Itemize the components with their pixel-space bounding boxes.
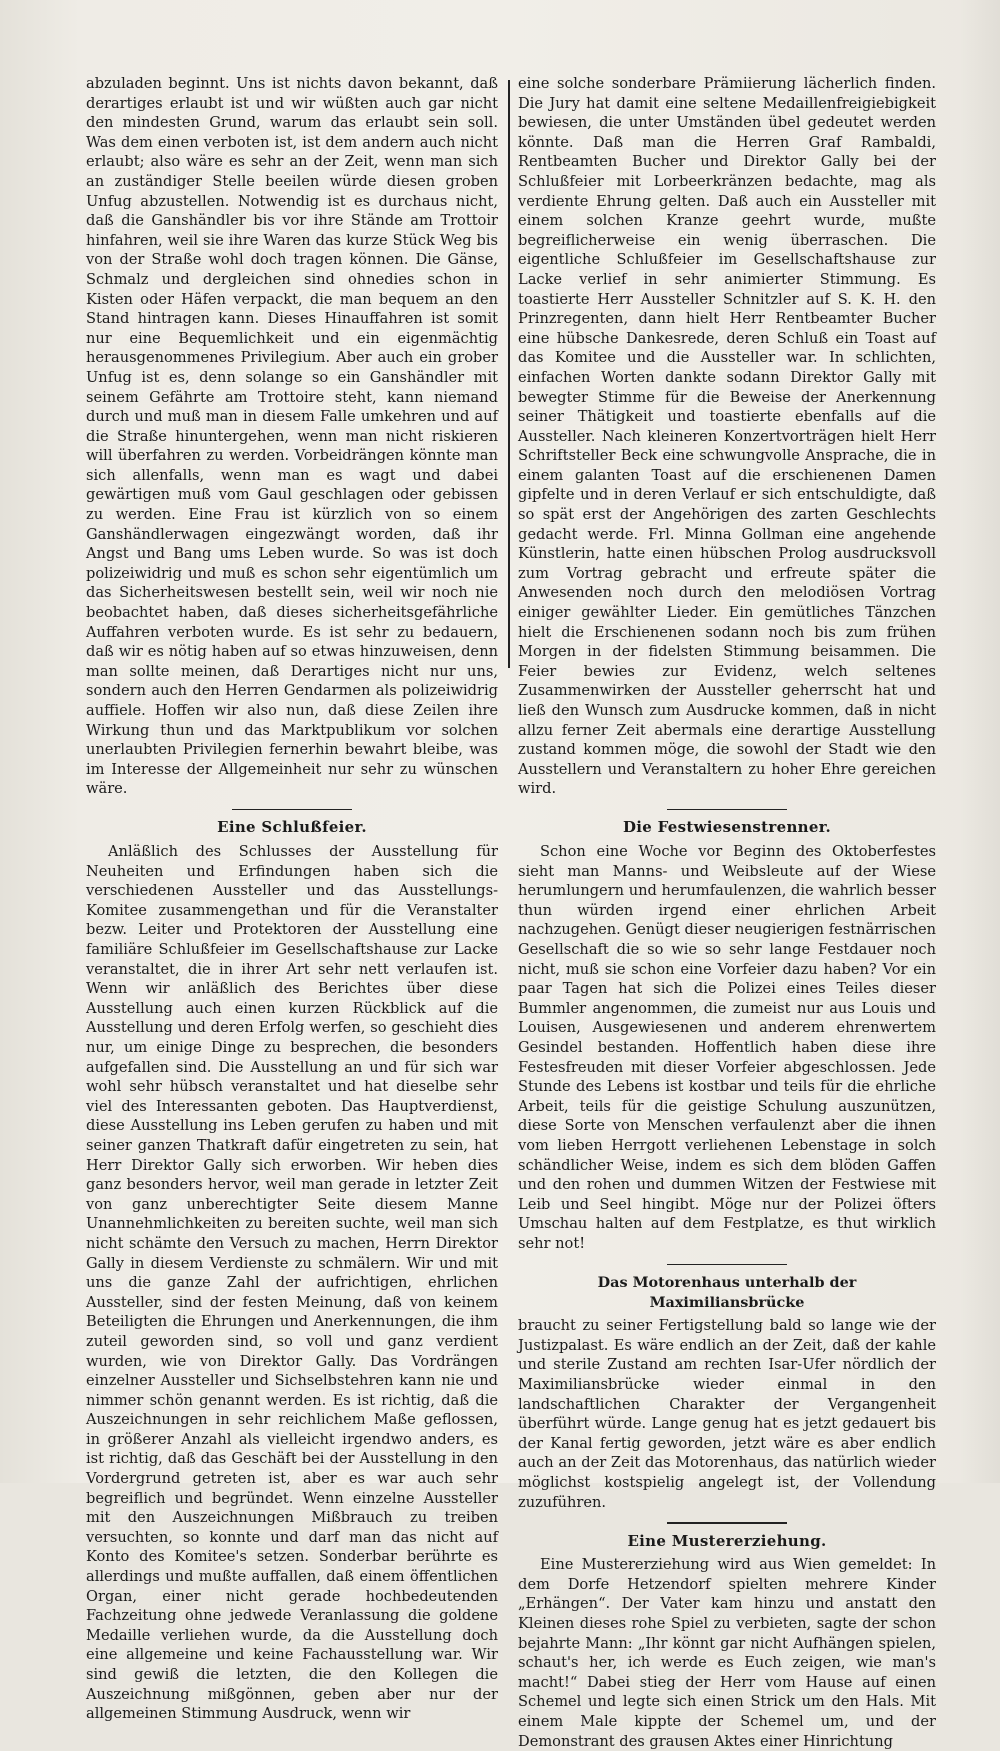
title-divider (667, 1522, 787, 1524)
article-title-festwiesenstrenner: Die Festwiesenstrenner. (622, 818, 832, 837)
article-festwiesenstrenner-text: Schon eine Woche vor Beginn des Oktoberfestes sieht man Manns- und Weibsleute auf der Wiese herumlungern und herumfaulenzen, die wahrlich besser thun würden irgend einer ehrlichen Arbeit nachzugehen. Genügt dieser neugierigen festnärrischen Gesellschaft die so wie so sehr lange Festdauer noch nicht, muß sie schon eine Vorfeier dazu haben? Vor ein paar Tagen hat sich die Polizei eines Teiles dieser Bummler angenommen, die zumeist nur aus Louis und Louisen, Ausgewiesenen und anderem ehrenwertem Gesindel bestanden. Hoffentlich haben diese ihre Festesfreuden mit dieser Vorfeier abgeschlossen. Jede Stunde des Lebens ist kostbar und teils für die ehrliche Arbeit, teils für die geistige Schulung auszunützen, diese Sorte von Menschen verfaulenzt aber die ihnen vom lieben Herrgott verliehenen Lebenstage in solch schändlicher Weise, indem es sich dem blöden Gaffen und den rohen und dummen Witzen der Festwiese mit Leib und Seel hingibt. Möge nur der Polizei öfters Umschau halten auf dem Festplatze, es thut wirklich sehr not! (518, 843, 936, 1252)
article-schlussfeier-text: Anläßlich des Schlusses der Ausstellung für Neuheiten und Erfindungen haben sich die verschiedenen Aussteller und das Ausstellungs-Komitee zusammengethan und für die Veranstalter bezw. Leiter und Protektoren der Ausstellung eine familiäre Schlußfeier im Gesellschaftshause zur Lacke veranstaltet, die in ihrer Art sehr nett verlaufen ist. Wenn wir anläßlich des Berichtes über diese Ausstellung auch einen kurzen Rückblick auf die Ausstellung und deren Erfolg werfen, so geschieht dies nur, um einige Dinge zu besprechen, die besonders aufgefallen sind. Die Ausstellung an und für sich war wohl sehr hübsch veranstaltet und hat dieselbe sehr viel des Interessanten geboten. Das Hauptverdienst, diese Ausstellung ins Leben gerufen zu haben und mit seiner ganzen Thatkraft dafür eingetreten zu sein, hat Herr Direktor Gally sich erworben. Wir heben dies ganz besonders hervor, weil man gerade in letzter Zeit von ganz unberechtigter Seite diesem Manne Unannehmlichkeiten zu bereiten suchte, weil man sich nicht schämte den Versuch zu machen, Herrn Direktor Gally in diesem Verdienste zu schmälern. Wir und mit uns die ganze Zahl der aufrichtigen, ehrlichen Aussteller, sind der festen Meinung, daß von keinem Beteiligten die Ehrungen und Anerkennungen, die ihm zuteil geworden sind, so voll und ganz verdient wurden, wie von Direktor Gally. Das Vordrängen einzelner Aussteller und Sichselbstehren kann nie und nimmer schön genannt werden. Es ist richtig, daß die Auszeichnungen in sehr reichlichem Maße geflossen, in größerer Anzahl als vielleicht irgendwo anders, es ist richtig, daß das Geschäft bei der Ausstellung in den Vordergrund getreten ist, aber es war auch sehr begreiflich und begründet. Wenn einzelne Aussteller mit den Auszeichnungen Mißbrauch zu treiben versuchten, so konnte und darf man das nicht auf Konto des Komitee's setzen. Sonderbar berührte es allerdings und mußte auffallen, daß einem öffentlichen Organ, einer nicht gerade hochbedeutenden Fachzeitung ohne jedwede Veranlassung die goldene Medaille verliehen wurde, da die Ausstellung doch eine allgemeine und keine Fachausstellung war. Wir sind gewiß die letzten, die den Kollegen die Auszeichnung mißgönnen, geben aber nur der allgemeinen Stimmung Ausdruck, wenn wir (86, 843, 498, 1723)
column-divider (508, 80, 510, 668)
article-motorenhaus-text: braucht zu seiner Fertigstellung bald so lange wie der Justizpalast. Es wäre endlich an der Zeit, daß der kahle und sterile Zustand am rechten Isar-Ufer nördlich der Maximiliansbrücke wieder einmal in den landschaftlichen Charakter der Vergangenheit überführt würde. Lange genug hat es jetzt gedauert bis der Kanal fertig geworden, jetzt wäre es aber endlich auch an der Zeit das Motorenhaus, das natürlich wieder möglichst kostspielig angelegt ist, der Vollendung zuzuführen. (518, 1317, 936, 1511)
title-divider (667, 1264, 787, 1266)
article-title-schlussfeier: Eine Schlußfeier. (217, 818, 367, 837)
article-mustererziehung-text: Eine Mustererziehung wird aus Wien gemeldet: In dem Dorfe Hetzendorf spielten mehrere Kinder „Erhängen“. Der Vater kam hinzu und anstatt den Kleinen dieses rohe Spiel zu verbieten, sagte der schon bejahrte Mann: „Ihr könnt gar nicht Aufhängen spielen, schaut's her, ich werde es Euch zeigen, wie man's macht!“ Dabei stieg der Herr vom Hause auf einen Schemel und legte sich einen Strick um den Hals. Mit einem Male kippte der Schemel um, und der Demonstrant des grausen Aktes einer Hinrichtung (518, 1556, 936, 1750)
title-divider (667, 809, 787, 811)
article-title-motorenhaus: Das Motorenhaus unterhalb der Maximiliansbrücke (597, 1274, 857, 1311)
article-ganshaendler-text: abzuladen beginnt. Uns ist nichts davon bekannt, daß derartiges erlaubt ist und wir wüßten auch gar nicht den mindesten Grund, warum das erlaubt sein soll. Was dem einen verboten ist, ist dem andern auch nicht erlaubt; also wäre es sehr an der Zeit, wenn man sich an zuständiger Stelle beeilen würde diesen groben Unfug abzustellen. Notwendig ist es durchaus nicht, daß die Ganshändler bis vor ihre Stände am Trottoir hinfahren, weil sie ihre Waren das kurze Stück Weg bis von der Straße wohl doch tragen können. Die Gänse, Schmalz und dergleichen sind ohnedies schon in Kisten oder Häfen verpackt, die man bequem an den Stand hintragen kann. Dieses Hinauffahren ist somit nur eine Bequemlichkeit und ein eigenmächtig herausgenommenes Privilegium. Aber auch ein grober Unfug ist es, denn solange so ein Ganshändler mit seinem Gefährte am Trottoire steht, kann niemand durch und muß man in diesem Falle umkehren und auf die Straße hinuntergehen, wenn man nicht riskieren will überfahren zu werden. Vorbeidrängen könnte man sich allenfalls, wenn man es wagt und dabei gewärtigen muß vom Gaul geschlagen oder gebissen zu werden. Eine Frau ist kürzlich von so einem Ganshändlerwagen eingezwängt worden, daß ihr Angst und Bang ums Leben wurde. So was ist doch polizeiwidrig und muß es schon sehr eigentümlich um das Sicherheitswesen bestellt sein, weil wir noch nie beobachtet haben, daß dieses sicherheitsgefährliche Auffahren verboten wurde. Es ist sehr zu bedauern, daß wir es nötig haben auf so etwas hinzuweisen, denn man sollte meinen, daß Derartiges nicht nur uns, sondern auch den Herren Gendarmen als polizeiwidrig auffiele. Hoffen wir also nun, daß diese Zeilen ihre Wirkung thun und das Marktpublikum vor solchen unerlaubten Privilegien fernerhin bewahrt bleibe, was im Interesse der Allgemeinheit nur sehr zu wünschen wäre. (86, 75, 498, 798)
left-column (86, 74, 498, 1724)
article-title-mustererziehung: Eine Mustererziehung. (627, 1531, 827, 1550)
page-edge-shadow (960, 0, 1000, 1483)
title-divider (232, 809, 352, 811)
right-column (518, 74, 936, 1751)
article-schlussfeier-continued: eine solche sonderbare Prämiierung lächerlich finden. Die Jury hat damit eine seltene Medaillenfreigiebigkeit bewiesen, die unter Umständen übel gedeutet werden könnte. Daß man die Herren Graf Rambaldi, Rentbeamten Bucher und Direktor Gally bei der Schlußfeier mit Lorbeerkränzen bedachte, mag als verdiente Ehrung gelten. Daß auch ein Aussteller mit einem solchen Kranze geehrt wurde, mußte begreiflicherweise ein wenig überraschen. Die eigentliche Schlußfeier im Gesellschaftshause zur Lacke verlief in sehr animierter Stimmung. Es toastierte Herr Aussteller Schnitzler auf S. K. H. den Prinzregenten, dann hielt Herr Rentbeamter Bucher eine hübsche Dankesrede, deren Schluß ein Toast auf das Komitee und die Aussteller war. In schlichten, einfachen Worten dankte sodann Direktor Gally mit bewegter Stimme für die Beweise der Anerkennung seiner Thätigkeit und toastierte ebenfalls auf die Aussteller. Nach kleineren Konzertvorträgen hielt Herr Schriftsteller Beck eine schwungvolle Ansprache, die in einem galanten Toast auf die erschienenen Damen gipfelte und in deren Verlauf er sich entschuldigte, daß so spät erst der Angehörigen des zarten Geschlechts gedacht werde. Frl. Minna Gollman eine angehende Künstlerin, hatte einen hübschen Prolog ausdrucksvoll zum Vortrag gebracht und erfreute später die Anwesenden noch durch den melodiösen Vortrag einiger gewählter Lieder. Ein gemütliches Tänzchen hielt die Erschienenen sodann noch bis zum frühen Morgen in der fidelsten Stimmung beisammen. Die Feier bewies zur Evidenz, welch seltenes Zusammenwirken der Aussteller geherrscht hat und ließ den Wunsch zum Ausdrucke kommen, daß in nicht allzu ferner Zeit abermals eine derartige Ausstellung zustand kommen möge, die sowohl der Stadt wie den Ausstellern und Veranstaltern zu hoher Ehre gereichen wird. (518, 75, 936, 798)
